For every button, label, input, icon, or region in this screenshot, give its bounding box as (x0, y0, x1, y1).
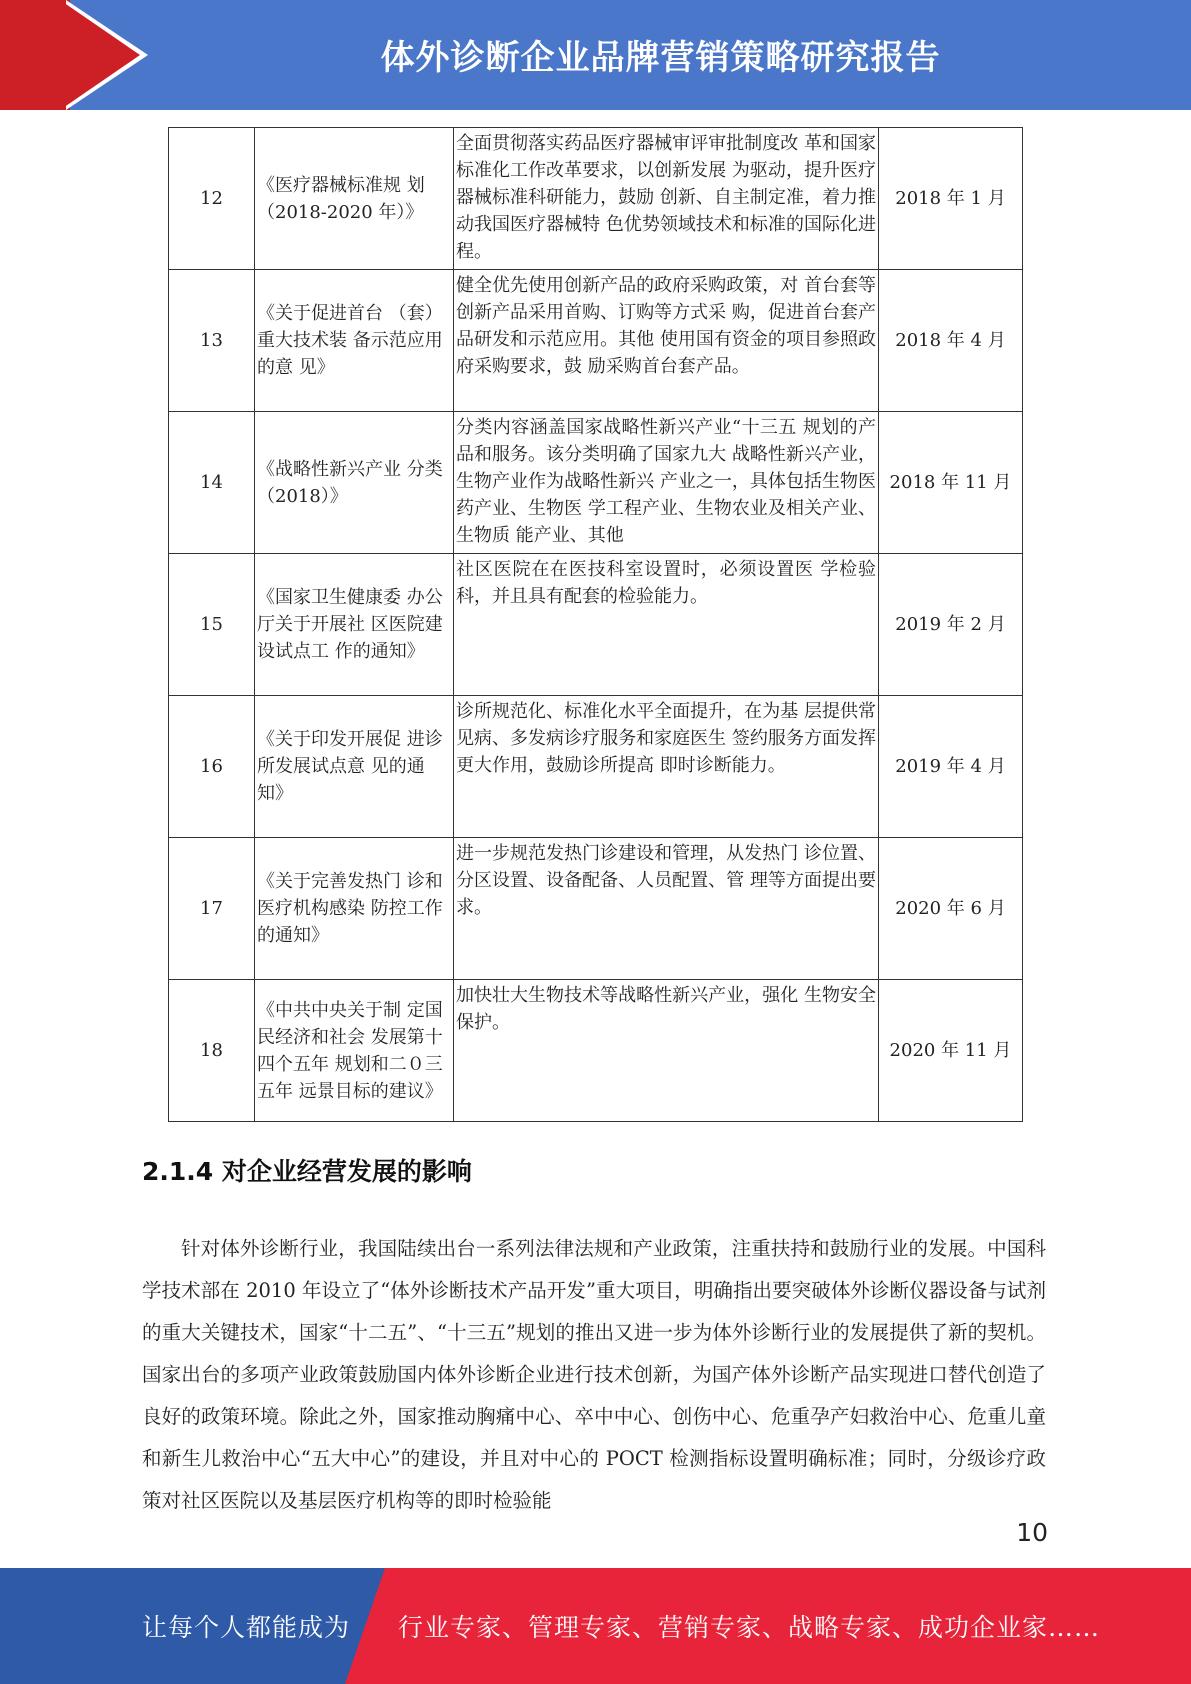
table-row (169, 270, 1023, 412)
policy-content-text: 分类内容涵盖国家战略性新兴产业“十三五 规划的产品和服务。该分类明确了国家九大 战略性新兴产业，生物产业作为战略性新兴 产业之一，具体包括生物医药产业、生物医 学工程产业、生物农业及相关产业、生物质 能产业、其他 (456, 417, 876, 546)
policy-content (454, 980, 879, 1122)
policy-content-text: 健全优先使用创新产品的政府采购政策，对 首台套等创新产品采用首购、订购等方式采 购，促进首台套产品研发和示范应用。其他 使用国有资金的项目参照政府采购要求，鼓 励采购首台套产品。 (456, 275, 876, 377)
policy-content (454, 270, 879, 412)
policy-name: 《战略性新兴产业 分类（2018）》 (255, 412, 454, 554)
policy-date: 2018 年 11 月 (879, 412, 1023, 554)
table-row (169, 554, 1023, 696)
policy-date: 2020 年 6 月 (879, 838, 1023, 980)
policy-date: 2018 年 4 月 (879, 270, 1023, 412)
table-row (169, 128, 1023, 270)
policy-name (255, 980, 454, 1122)
row-number: 17 (169, 838, 255, 980)
footer-slant-icon (345, 1568, 385, 1684)
policy-table-body (169, 128, 1023, 1122)
policy-date: 2019 年 2 月 (879, 554, 1023, 696)
policy-name: 《关于完善发热门 诊和医疗机构感染 防控工作的通知》 (255, 838, 454, 980)
row-number: 18 (169, 980, 255, 1122)
policy-name: 《关于印发开展促 进诊所发展试点意 见的通知》 (255, 696, 454, 838)
policy-content-text: 社区医院在在医技科室设置时，必须设置医 学检验科，并且具有配套的检验能力。 (456, 559, 876, 607)
policy-content-text: 加快壮大生物技术等战略性新兴产业，强化 生物安全保护。 (456, 985, 876, 1033)
row-number: 16 (169, 696, 255, 838)
policy-table (168, 127, 1023, 1122)
row-number: 15 (169, 554, 255, 696)
report-title: 体外诊断企业品牌营销策略研究报告 (380, 38, 941, 78)
policy-name: 《医疗器械标准规 划（2018-2020 年）》 (255, 128, 454, 270)
policy-content (454, 696, 879, 838)
footer-slogan-right: 行业专家、管理专家、营销专家、战略专家、成功企业家…… (398, 1613, 1101, 1642)
body-text (142, 1228, 1046, 1522)
policy-name: 《国家卫生健康委 办公厅关于开展社 区医院建设试点工 作的通知》 (255, 554, 454, 696)
policy-name-text: 《中共中央关于制 定国民经济和社会 发展第十四个五年 规划和二０三五年 远景目标的建议》 (257, 999, 443, 1102)
policy-name: 《关于促进首台 （套）重大技术装 备示范应用的意 见》 (255, 270, 454, 412)
row-number: 12 (169, 128, 255, 270)
policy-date: 2018 年 1 月 (879, 128, 1023, 270)
header-red-chevron-icon (60, 0, 140, 110)
policy-content (454, 838, 879, 980)
table-row (169, 838, 1023, 980)
page-footer (0, 1568, 1191, 1684)
row-number: 14 (169, 412, 255, 554)
row-number: 13 (169, 270, 255, 412)
policy-date: 2020 年 11 月 (879, 980, 1023, 1122)
policy-content (454, 412, 879, 554)
policy-date: 2019 年 4 月 (879, 696, 1023, 838)
page-number: 10 (1016, 1518, 1048, 1547)
policy-content (454, 128, 879, 270)
body-paragraph: 针对体外诊断行业，我国陆续出台一系列法律法规和产业政策，注重扶持和鼓励行业的发展。中国科学技术部在 2010 年设立了“体外诊断技术产品开发”重大项目，明确指出要突破体外诊断仪器设备与试剂的重大关键技术，国家“十二五”、“十三五”规划的推出又进一步为体外诊断行业的发展提供了新的契机。国家出台的多项产业政策鼓励国内体外诊断企业进行技术创新，为国产体外诊断产品实现进口替代创造了良好的政策环境。除此之外，国家推动胸痛中心、卒中中心、创伤中心、危重孕产妇救治中心、危重儿童和新生儿救治中心“五大中心”的建设，并且对中心的 POCT 检测指标设置明确标准；同时，分级诊疗政策对社区医院以及基层医疗机构等的即时检验能 (142, 1237, 1046, 1512)
page-header (0, 0, 1191, 110)
table-row (169, 412, 1023, 554)
policy-content (454, 554, 879, 696)
policy-content-text: 全面贯彻落实药品医疗器械审评审批制度改 革和国家标准化工作改革要求，以创新发展 为驱动，提升医疗器械标准科研能力，鼓励 创新、自主制定准，着力推动我国医疗器械特 色优势领域技术和标准的国际化进程。 (456, 133, 876, 262)
footer-slogan-left: 让每个人都能成为 (142, 1613, 351, 1642)
table-row (169, 696, 1023, 838)
section-heading: 2.1.4 对企业经营发展的影响 (142, 1157, 472, 1186)
table-row (169, 980, 1023, 1122)
policy-content-text: 进一步规范发热门诊建设和管理，从发热门 诊位置、分区设置、设备配备、人员配置、管 理等方面提出要求。 (456, 843, 876, 918)
policy-content-text: 诊所规范化、标准化水平全面提升，在为基 层提供常见病、多发病诊疗服务和家庭医生 签约服务方面发挥更大作用，鼓励诊所提高 即时诊断能力。 (456, 701, 876, 776)
